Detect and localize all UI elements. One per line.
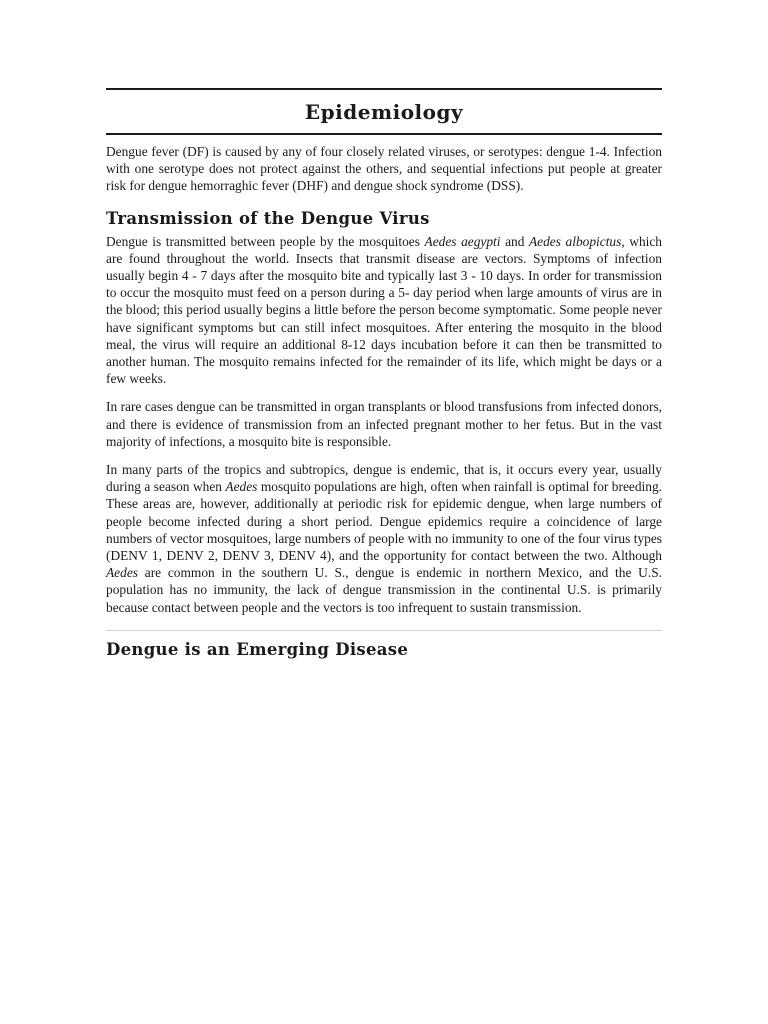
species-name: Aedes aegypti bbox=[424, 233, 501, 249]
title-bottom-rule bbox=[106, 133, 662, 135]
text-run: mosquito populations are high, often when rainfall is optimal for breeding. These areas are, however, additionally at periodic risk for epidemic dengue, when large numbers of people become infected during a short period. Dengue epidemics require a coincidence of large numbers of vector mosquitoes, large numbers of people with no immunity to one of the four virus types (DENV 1, DENV 2, DENV 3, DENV 4), and the opportunity for contact between the two. Although bbox=[106, 479, 662, 564]
section-divider bbox=[106, 630, 662, 631]
text-run: Dengue is transmitted between people by the mosquitoes bbox=[106, 233, 425, 249]
section-heading-transmission: Transmission of the Dengue Virus bbox=[106, 208, 430, 228]
document-page bbox=[106, 88, 662, 661]
text-run: are common in the southern U. S., dengue is endemic in northern Mexico, and the U.S. population has no immunity, the lack of dengue transmission in the continental U.S. is primarily because contact between people and the vectors is too infrequent to sustain transmission. bbox=[106, 565, 662, 615]
page-title: Epidemiology bbox=[304, 100, 464, 124]
title-top-rule bbox=[106, 88, 662, 90]
text-run: , which are found throughout the world. Insects that transmit disease are vectors. Symptoms of infection usually begin 4 - 7 days after the mosquito bite and typically last 3 - 10 days. In order for transmission to occur the mosquito must feed on a person during a 5- day period when large amounts of virus are in the blood; this period usually begins a little before the person become symptomatic. Some people never have significant symptoms but can still infect mosquitoes. After entering the mosquito in the blood meal, the virus will require an additional 8-12 days incubation before it can then be transmitted to another human. The mosquito remains infected for the remainder of its life, which might be days or a few weeks. bbox=[106, 233, 662, 387]
text-run: In many parts of the tropics and subtropics, dengue is endemic, that is, it occurs every year, usually during a season when bbox=[106, 462, 662, 495]
text-run: and bbox=[500, 233, 529, 249]
transmission-paragraph-3 bbox=[106, 461, 662, 616]
transmission-paragraph-2: In rare cases dengue can be transmitted in organ transplants or blood transfusions from infected donors, and there is evidence of transmission from an infected pregnant mother to her fetus. But in the vast majority of infections, a mosquito bite is responsible. bbox=[106, 399, 662, 449]
intro-paragraph: Dengue fever (DF) is caused by any of four closely related viruses, or serotypes: dengue 1-4. Infection with one serotype does not protect against the others, and sequential infections put people at greater risk for dengue hemorraghic fever (DHF) and dengue shock syndrome (DSS). bbox=[106, 144, 662, 194]
genus-name: Aedes bbox=[106, 565, 138, 581]
species-name: Aedes albopictus bbox=[528, 233, 622, 249]
section-heading-emerging: Dengue is an Emerging Disease bbox=[106, 639, 409, 659]
transmission-paragraph-1 bbox=[106, 233, 662, 388]
genus-name: Aedes bbox=[225, 479, 258, 495]
